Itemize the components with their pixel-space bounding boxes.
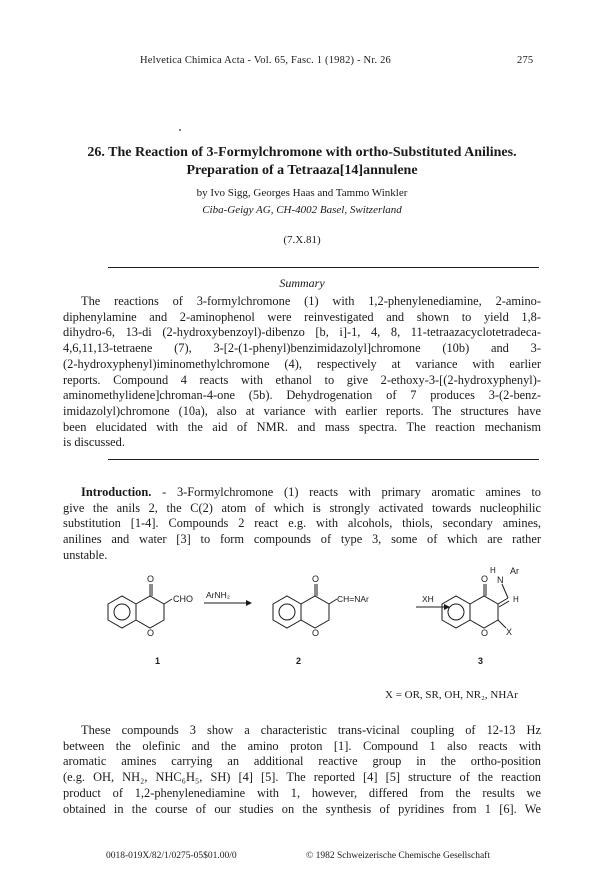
atom-o: O	[481, 574, 489, 584]
exo-double-bond	[498, 598, 508, 604]
arrow-head-2	[444, 604, 450, 610]
cho-bond	[164, 599, 172, 604]
imine-bond	[329, 599, 337, 604]
exo-double-bond-b	[499, 601, 509, 607]
arrow-head-1	[246, 600, 252, 606]
atom-o: O	[147, 628, 155, 638]
summary-text	[63, 294, 541, 451]
compound-number-3: 3	[478, 656, 484, 666]
aromatic-circle-3	[448, 604, 464, 620]
compound-number-2: 2	[296, 656, 302, 666]
compound-3-structure	[442, 584, 509, 628]
body-line: product of 1,2-phenylenediamine with 1, however, differed from the results we	[63, 785, 541, 800]
aryl-group: Ar	[510, 566, 519, 576]
cho-label: CHO	[173, 594, 193, 604]
reagent-xh: XH	[422, 594, 434, 604]
compound-1-structure	[108, 584, 172, 628]
compound-2-structure	[273, 584, 337, 628]
chnar-label: CH=NAr	[337, 594, 369, 604]
summary-line: is discussed.	[63, 435, 125, 450]
compound-number-1: 1	[155, 656, 161, 666]
summary-line: The reactions of 3-formylchromone (1) with 1,2-phenylenediamine, 2-amino-	[81, 294, 541, 308]
atom-h: H	[490, 566, 496, 575]
summary-line: aminomethylidene]chroman-4-one (5b). Dehydrogenation of 7 produces 3-(2-benz-	[63, 388, 541, 403]
body-paragraph	[63, 723, 541, 817]
summary-line: diphenylamine and 2-aminophenol were reinvestigated and shown to yield 1,8-	[63, 309, 541, 324]
summary-line: dihydro-6, 13-di (2-hydroxybenzoyl)-dibenzo [b, i]-1, 4, 8, 11-tetraazacyclotetradeca-	[63, 325, 541, 340]
divider-bottom	[108, 459, 539, 460]
pyrone-ring-1	[136, 596, 164, 628]
intro-line	[63, 485, 541, 501]
body-line: aromatic amines carrying an additional reactive group in the ortho-position	[63, 754, 541, 769]
article-title	[40, 144, 564, 180]
copyright: © 1982 Schweizerische Chemische Gesellschaft	[306, 851, 490, 861]
divider-top	[108, 267, 539, 268]
received-date: (7.X.81)	[283, 234, 321, 246]
atom-h: H	[513, 595, 519, 604]
x-definition: X = OR, SR, OH, NR₂, NHAr	[385, 689, 518, 701]
aromatic-circle-1	[114, 604, 130, 620]
cx-bond	[498, 620, 506, 628]
body-line: obtained in the course of our studies on the synthesis of pyridines from 1 [6]. We	[63, 801, 541, 816]
benzene-ring-1	[108, 596, 136, 628]
summary-line: (2-hydroxyphenyl)iminomethylchromone (4), respectively at variance with earlier	[63, 356, 541, 371]
aromatic-circle-2	[279, 604, 295, 620]
intro-line: unstable.	[63, 547, 108, 562]
pyranone-ring-3	[470, 596, 498, 628]
atom-o: O	[312, 574, 320, 584]
intro-line: give the anils 2, the C(2) atom of which is strongly activated towards nucleophilic	[63, 500, 541, 515]
benzene-ring-3	[442, 596, 470, 628]
intro-line: anilines and water [3] to form compounds of type 3, some of which are rather	[63, 532, 541, 547]
summary-line: 4,6,11,13-tetraene (7), 3-[2-(1-phenyl)benzimidazolyl]chromone (10b) and 3-	[63, 341, 541, 356]
atom-o: O	[147, 574, 155, 584]
intro-line-text: - 3-Formylchromone (1) reacts with primary aromatic amines to	[162, 485, 541, 499]
reagent-arnh2: ArNH₂	[206, 590, 231, 600]
benzene-ring-2	[273, 596, 301, 628]
summary-heading: Summary	[279, 276, 325, 290]
affiliation: Ciba-Geigy AG, CH-4002 Basel, Switzerland	[202, 204, 402, 216]
reaction-scheme	[100, 562, 570, 680]
title-line-1: 26. The Reaction of 3-Formylchromone with ortho-Substituted Anilines.	[87, 145, 517, 160]
pyrone-ring-2	[301, 596, 329, 628]
atom-n: N	[497, 575, 504, 585]
speck	[179, 129, 181, 131]
author-line: by Ivo Sigg, Georges Haas and Tammo Winkler	[196, 187, 408, 199]
body-line: (e.g. OH, NH₂, NHC₆H₅, SH) [4] [5]. The reported [4] [5] structure of the reaction	[63, 770, 541, 785]
summary-line: been elucidated with the aid of NMR. and mass spectra. The reaction mechanism	[63, 419, 541, 434]
title-line-2: Preparation of a Tetraaza[14]annulene	[186, 163, 418, 178]
summary-line: imidazolyl)chromone (10a), also at variance with earlier reports. The structures have	[63, 403, 541, 418]
body-line: between the olefinic and the amino proton [1]. Compound 1 also reacts with	[63, 738, 541, 753]
summary-line: reports. Compound 4 reacts with ethanol to give 2-ethoxy-3-[(2-hydroxyphenyl)-	[63, 372, 541, 387]
issn-code: 0018-019X/82/1/0275-05$01.00/0	[106, 851, 237, 861]
intro-heading: Introduction.	[81, 485, 152, 499]
intro-line: substitution [1-4]. Compounds 2 react e.g. with alcohols, thiols, secondary amines,	[63, 516, 541, 531]
journal-citation: Helvetica Chimica Acta - Vol. 65, Fasc. 1 (1982) - Nr. 26	[140, 55, 392, 66]
introduction-text	[63, 485, 541, 564]
page-number: 275	[517, 55, 534, 66]
substituent-x: X	[506, 627, 513, 637]
atom-o: O	[481, 628, 489, 638]
atom-o: O	[312, 628, 320, 638]
cn-bond	[502, 584, 508, 598]
body-line: These compounds 3 show a characteristic trans-vicinal coupling of 12-13 Hz	[81, 723, 541, 737]
